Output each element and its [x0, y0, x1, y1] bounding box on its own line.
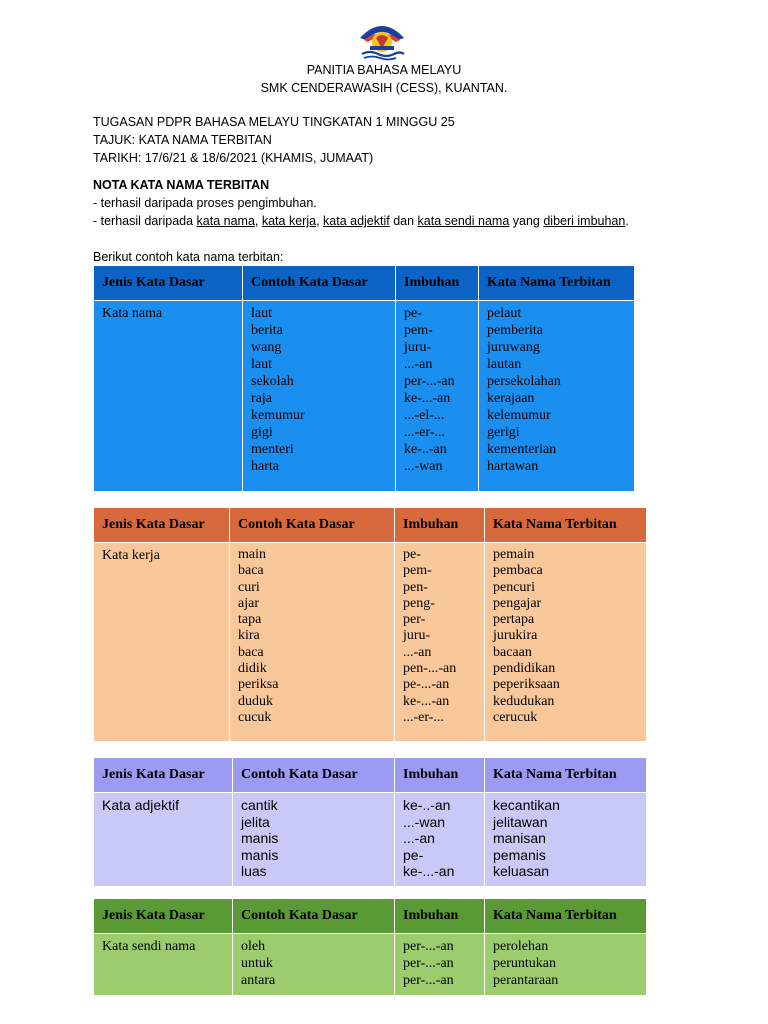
col-header-imbuhan: Imbuhan — [396, 266, 479, 301]
note-text: , — [316, 214, 324, 228]
list-item: ke-...-an — [403, 693, 450, 709]
list-item: juruwang — [487, 340, 540, 355]
jenis-cell: Kata adjektif — [94, 793, 233, 886]
col-header-terbitan: Kata Nama Terbitan — [485, 758, 647, 793]
note-text: dan — [389, 214, 418, 228]
list-item: gerigi — [487, 425, 520, 440]
table-kata-sendi-nama — [94, 899, 646, 995]
col-header-contoh: Contoh Kata Dasar — [243, 266, 396, 301]
note-term: diberi imbuhan — [543, 214, 626, 228]
list-item: pen-...-an — [403, 661, 457, 677]
list-item: curi — [238, 579, 260, 595]
list-item: laut — [251, 306, 272, 321]
list-item: ke-...-an — [403, 863, 455, 879]
affix-list — [395, 934, 485, 996]
topic-line: TAJUK: KATA NAMA TERBITAN — [93, 133, 272, 147]
list-item: pe- — [404, 306, 422, 321]
list-item: cerucuk — [493, 709, 538, 725]
list-item: pengajar — [493, 595, 542, 611]
table-row — [94, 934, 646, 996]
list-item: peng- — [403, 595, 435, 611]
result-list — [485, 793, 647, 886]
list-item: hartawan — [487, 459, 539, 474]
table-row — [94, 301, 634, 491]
list-item: pertapa — [493, 612, 535, 628]
list-item: pemberita — [487, 323, 543, 338]
list-item: manis — [241, 846, 279, 863]
list-item: pendidikan — [493, 661, 556, 677]
list-item: harta — [251, 459, 279, 474]
table-header-row — [94, 266, 634, 301]
list-item: ajar — [238, 595, 259, 611]
list-item: periksa — [238, 677, 279, 693]
col-header-jenis: Jenis Kata Dasar — [94, 899, 233, 934]
note-title: NOTA KATA NAMA TERBITAN — [93, 178, 270, 192]
list-item: peperiksaan — [493, 677, 560, 693]
affix-list — [395, 543, 485, 741]
note-term: kata sendi nama — [417, 214, 510, 228]
base-list — [230, 543, 395, 741]
table-kata-nama — [94, 266, 634, 491]
list-item: laut — [251, 357, 272, 372]
list-item: berita — [251, 323, 283, 338]
list-item: ...-el-... — [404, 408, 445, 423]
date-line: TARIKH: 17/6/21 & 18/6/2021 (KHAMIS, JUMAAT) — [93, 151, 374, 165]
col-header-imbuhan: Imbuhan — [395, 758, 485, 793]
list-item: per-...-an — [403, 956, 454, 971]
list-item: sekolah — [251, 374, 294, 389]
list-item: pe-...-an — [403, 677, 450, 693]
intro-line: Berikut contoh kata nama terbitan: — [93, 250, 284, 264]
note-term: kata kerja — [261, 214, 317, 228]
list-item: oleh — [241, 939, 266, 954]
list-item: kemumur — [251, 408, 305, 423]
col-header-jenis: Jenis Kata Dasar — [94, 508, 230, 543]
result-list — [485, 543, 647, 741]
task-title: TUGASAN PDPR BAHASA MELAYU TINGKATAN 1 MINGGU 25 — [93, 115, 455, 129]
list-item: peruntukan — [493, 956, 556, 971]
base-list — [233, 793, 395, 886]
table-row — [94, 543, 646, 741]
list-item: kelemumur — [487, 408, 551, 423]
list-item: kerajaan — [487, 391, 535, 406]
note-term: kata nama — [196, 214, 255, 228]
list-item: pe- — [403, 846, 424, 863]
col-header-imbuhan: Imbuhan — [395, 899, 485, 934]
table-header-row — [94, 899, 646, 934]
list-item: kecantikan — [493, 797, 560, 813]
table-header-row — [94, 758, 646, 793]
list-item: luas — [241, 863, 267, 879]
list-item: jelitawan — [493, 813, 548, 830]
col-header-contoh: Contoh Kata Dasar — [233, 899, 395, 934]
list-item: menteri — [251, 442, 294, 457]
list-item: raja — [251, 391, 272, 406]
list-item: antara — [241, 973, 276, 988]
note-text: , — [254, 214, 262, 228]
list-item: jurukira — [493, 628, 538, 644]
affix-list — [396, 301, 479, 491]
list-item: cucuk — [238, 709, 272, 725]
list-item: ...-er-... — [404, 425, 445, 440]
note-point-2 — [93, 214, 629, 228]
list-item: baca — [238, 563, 264, 579]
col-header-jenis: Jenis Kata Dasar — [94, 266, 243, 301]
list-item: pen- — [403, 579, 428, 595]
list-item: keluasan — [493, 863, 550, 879]
affix-list — [395, 793, 485, 886]
list-item: cantik — [241, 797, 278, 813]
list-item: jelita — [241, 813, 270, 830]
school-logo — [356, 20, 408, 62]
list-item: pemain — [493, 547, 535, 562]
table-row — [94, 793, 646, 886]
list-item: manis — [241, 830, 279, 846]
base-list — [233, 934, 395, 996]
jenis-cell: Kata kerja — [94, 543, 230, 741]
school-name: SMK CENDERAWASIH (CESS), KUANTAN. — [260, 81, 508, 95]
col-header-contoh: Contoh Kata Dasar — [230, 508, 395, 543]
list-item: baca — [238, 644, 264, 660]
list-item: duduk — [238, 693, 273, 709]
col-header-contoh: Contoh Kata Dasar — [233, 758, 395, 793]
result-list — [485, 934, 647, 996]
list-item: lautan — [487, 357, 522, 372]
list-item: ...-wan — [403, 813, 446, 830]
col-header-terbitan: Kata Nama Terbitan — [485, 508, 647, 543]
list-item: pemanis — [493, 846, 546, 863]
list-item: ...-an — [403, 644, 432, 660]
list-item: perolehan — [493, 939, 549, 954]
list-item: per-...-an — [404, 374, 455, 389]
panel-title: PANITIA BAHASA MELAYU — [306, 63, 462, 77]
col-header-jenis: Jenis Kata Dasar — [94, 758, 233, 793]
col-header-imbuhan: Imbuhan — [395, 508, 485, 543]
list-item: wang — [251, 340, 282, 355]
list-item: pe- — [403, 547, 421, 562]
table-kata-kerja — [94, 508, 646, 741]
list-item: ...-an — [404, 357, 433, 372]
col-header-terbitan: Kata Nama Terbitan — [479, 266, 635, 301]
jenis-cell: Kata nama — [94, 301, 243, 491]
list-item: kedudukan — [493, 693, 555, 709]
base-list — [243, 301, 396, 491]
list-item: tapa — [238, 612, 262, 628]
note-text: yang — [509, 214, 544, 228]
note-text: . — [625, 214, 629, 228]
list-item: bacaan — [493, 644, 532, 660]
list-item: perantaraan — [493, 973, 559, 988]
list-item: kira — [238, 628, 260, 644]
list-item: ke-..-an — [403, 797, 451, 813]
list-item: pem- — [403, 563, 432, 579]
list-item: ke-..-an — [404, 442, 447, 457]
list-item: per- — [403, 612, 426, 628]
col-header-terbitan: Kata Nama Terbitan — [485, 899, 647, 934]
list-item: ke-...-an — [404, 391, 451, 406]
list-item: pelaut — [487, 306, 522, 321]
list-item: ...-er-... — [403, 709, 444, 725]
list-item: ...-wan — [404, 459, 443, 474]
list-item: manisan — [493, 830, 546, 846]
list-item: juru- — [404, 340, 432, 355]
list-item: main — [238, 547, 266, 562]
table-kata-adjektif — [94, 758, 646, 886]
result-list — [479, 301, 635, 491]
list-item: per-...-an — [403, 973, 454, 988]
list-item: ...-an — [403, 830, 435, 846]
list-item: gigi — [251, 425, 273, 440]
list-item: pembaca — [493, 563, 543, 579]
list-item: pencuri — [493, 579, 535, 595]
list-item: juru- — [403, 628, 431, 644]
note-text: - terhasil daripada — [93, 214, 197, 228]
list-item: untuk — [241, 956, 273, 971]
note-point-1: - terhasil daripada proses pengimbuhan. — [93, 196, 317, 210]
list-item: pem- — [404, 323, 433, 338]
list-item: persekolahan — [487, 374, 561, 389]
note-term: kata adjektif — [323, 214, 390, 228]
list-item: kementerian — [487, 442, 557, 457]
table-header-row — [94, 508, 646, 543]
jenis-cell: Kata sendi nama — [94, 934, 233, 996]
list-item: didik — [238, 661, 267, 677]
list-item: per-...-an — [403, 939, 454, 954]
